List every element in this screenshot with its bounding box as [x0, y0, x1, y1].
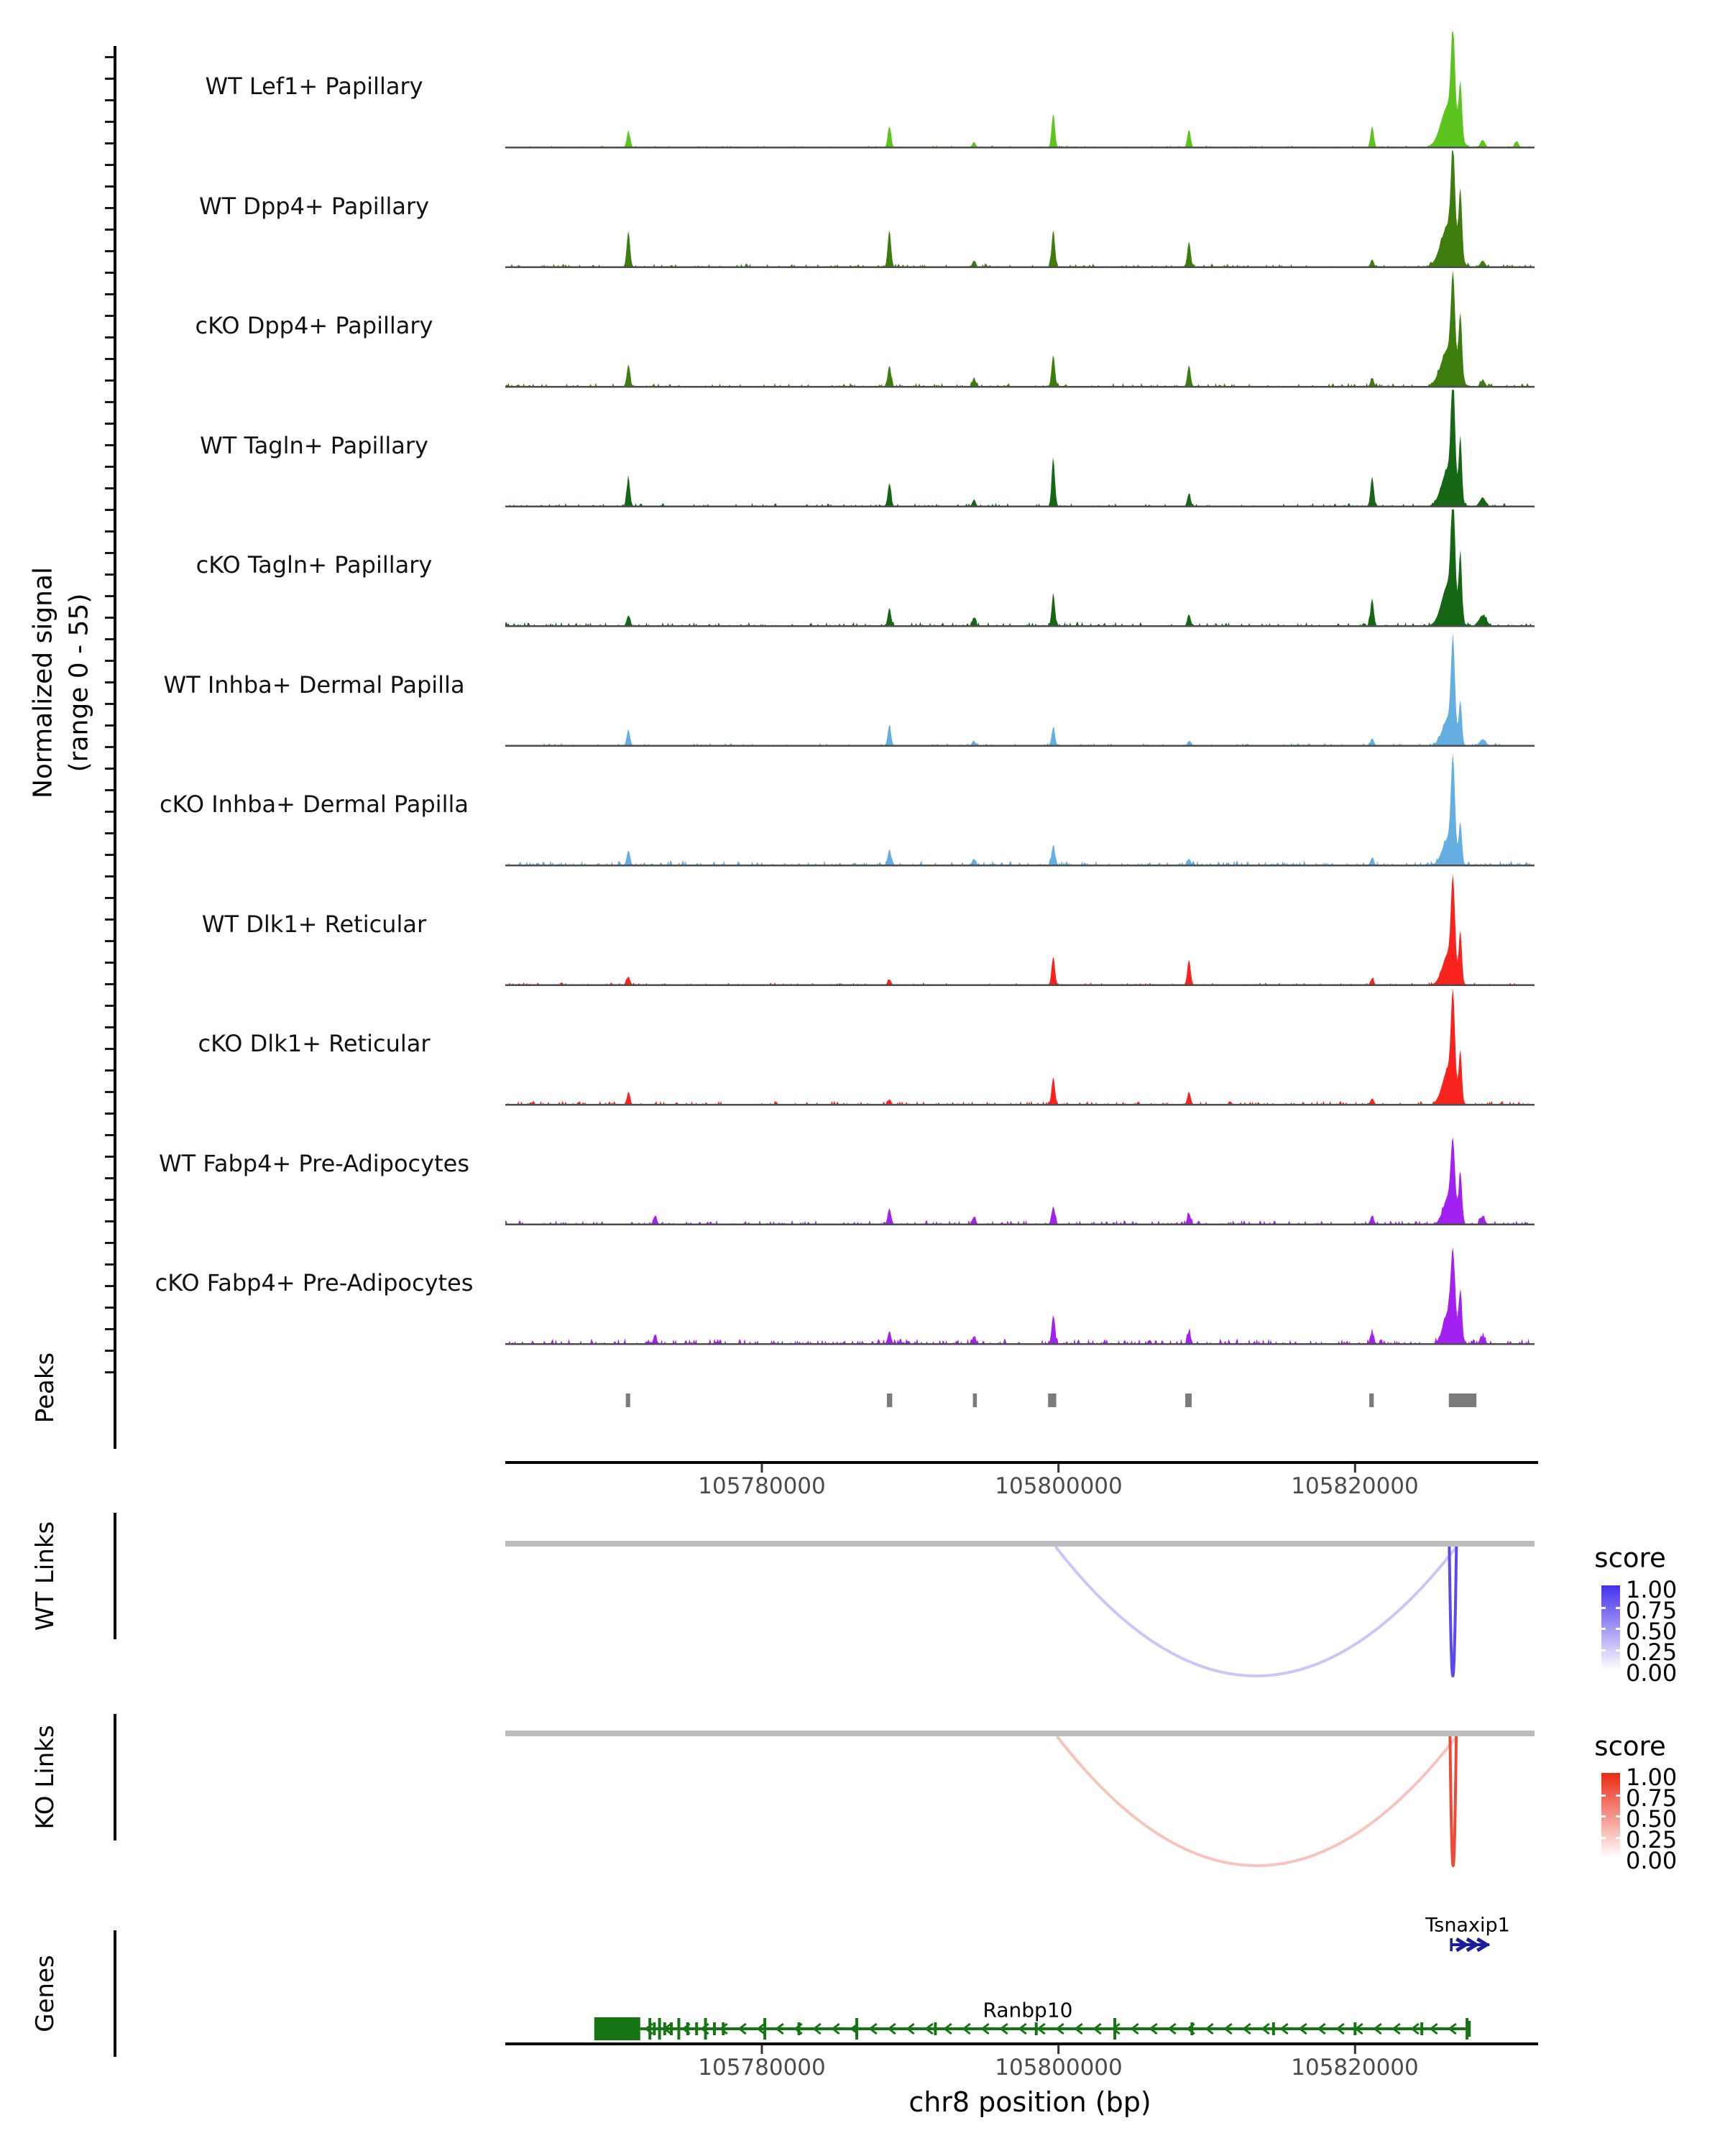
x-axis-title: chr8 position (bp) [908, 2086, 1151, 2118]
bottom-axis-tick-label: 105780000 [698, 2055, 826, 2081]
y-axis-tick [105, 1026, 114, 1028]
ko-links-legend-title: score [1594, 1731, 1666, 1762]
y-axis-tick [105, 1242, 114, 1244]
y-axis-tick [105, 940, 114, 942]
wt-legend-tick [1601, 1628, 1606, 1630]
wt-links-bracket [114, 1513, 116, 1639]
y-axis-tick [105, 897, 114, 899]
y-axis-tick [105, 293, 114, 295]
track-baseline [505, 267, 1535, 269]
y-axis-tick [105, 358, 114, 360]
y-axis-tick [105, 768, 114, 770]
wt-links-link-arc [1449, 1547, 1456, 1676]
y-axis-tick [105, 229, 114, 231]
y-axis-tick [105, 1156, 114, 1158]
y-axis-tick [105, 811, 114, 813]
y-axis-tick [105, 1307, 114, 1309]
top-axis-tick [1354, 1464, 1356, 1473]
y-axis-tick [105, 1112, 114, 1115]
ko-legend-value: 0.75 [1626, 1784, 1678, 1812]
y-axis-tick [105, 401, 114, 403]
coverage-track-6 [505, 633, 1535, 745]
gene-label-ranbp10: Ranbp10 [983, 1998, 1073, 2022]
ko-links-link-arc [1057, 1736, 1457, 1866]
top-axis-tick [760, 1464, 763, 1473]
ranbp10-utr-exon-box [594, 2017, 640, 2040]
track-baseline [505, 865, 1535, 867]
ranbp10-exon [1420, 2022, 1423, 2035]
wt-legend-tick [1616, 1607, 1620, 1609]
y-axis-tick [105, 1091, 114, 1093]
y-axis-tick [105, 832, 114, 834]
tsnaxip1-start-tick [1450, 1938, 1453, 1951]
y-axis-tick [105, 1350, 114, 1352]
y-axis-tick [105, 56, 114, 58]
coverage-track-2 [505, 151, 1535, 267]
peak-interval [626, 1393, 630, 1407]
top-axis-tick-label: 105800000 [995, 1473, 1123, 1499]
genes-bracket [114, 1930, 116, 2057]
wt-links-legend-title: score [1594, 1542, 1666, 1574]
y-axis-tick [105, 1328, 114, 1330]
y-axis-tick [105, 854, 114, 856]
track-label-10: WT Fabp4+ Pre-Adipocytes [159, 1150, 469, 1177]
y-axis-tick [105, 142, 114, 144]
track-label-9: cKO Dlk1+ Reticular [198, 1030, 431, 1057]
y-axis-tick [105, 1134, 114, 1136]
wt-legend-value: 0.25 [1626, 1639, 1678, 1666]
bottom-axis-tick-label: 105820000 [1291, 2055, 1419, 2081]
ko-links-bracket [114, 1714, 116, 1841]
y-axis-tick [105, 78, 114, 80]
y-axis-tick [105, 315, 114, 317]
ranbp10-end-tick [1468, 2021, 1471, 2037]
wt-legend-tick [1601, 1607, 1606, 1609]
signal-y-axis-line [114, 46, 116, 1394]
y-axis-tick [105, 1220, 114, 1222]
coverage-track-1 [505, 31, 1535, 147]
top-axis-tick [1057, 1464, 1059, 1473]
ranbp10-exon [713, 2022, 716, 2035]
top-axis-line [505, 1461, 1538, 1464]
coverage-track-9 [505, 988, 1535, 1105]
y-axis-tick [105, 164, 114, 166]
track-baseline [505, 147, 1535, 149]
track-label-11: cKO Fabp4+ Pre-Adipocytes [155, 1269, 474, 1296]
track-baseline [505, 506, 1535, 508]
track-baseline [505, 386, 1535, 388]
bottom-axis-tick [760, 2045, 763, 2054]
ko-legend-tick [1616, 1837, 1620, 1839]
y-axis-tick [105, 660, 114, 662]
bottom-axis-tick-label: 105800000 [995, 2055, 1123, 2081]
ko-legend-value: 0.00 [1626, 1847, 1678, 1874]
top-axis-tick-label: 105820000 [1291, 1473, 1419, 1499]
ranbp10-exon [704, 2018, 707, 2040]
y-axis-tick [105, 250, 114, 252]
wt-legend-value: 1.00 [1626, 1576, 1678, 1603]
y-axis-tick [105, 703, 114, 705]
coverage-track-10 [505, 1137, 1535, 1224]
track-label-6: WT Inhba+ Dermal Papilla [163, 671, 465, 699]
ranbp10-exon [934, 2022, 937, 2035]
y-axis-tick [105, 185, 114, 188]
y-axis-tick [105, 530, 114, 533]
y-axis-tick [105, 1285, 114, 1287]
ranbp10-exon [648, 2018, 651, 2040]
y-axis-tick [105, 1263, 114, 1266]
ko-legend-value: 0.50 [1626, 1805, 1678, 1833]
ko-links-baseline-bar [505, 1731, 1535, 1736]
wt-legend-value: 0.75 [1626, 1597, 1678, 1624]
track-label-5: cKO Tagln+ Papillary [196, 551, 433, 579]
ko-legend-value: 1.00 [1626, 1764, 1678, 1791]
track-baseline [505, 745, 1535, 747]
bottom-axis-line [505, 2042, 1538, 2045]
bottom-axis-tick [1057, 2045, 1059, 2054]
coverage-track-8 [505, 874, 1535, 985]
ranbp10-exon [658, 2018, 661, 2040]
section-label-wt-links: WT Links [31, 1521, 60, 1631]
gene-label-tsnaxip1: Tsnaxip1 [1425, 1914, 1510, 1937]
track-baseline [505, 1104, 1535, 1106]
y-axis-tick [105, 638, 114, 640]
ranbp10-exon [695, 2022, 698, 2035]
y-axis-tick [105, 1199, 114, 1201]
y-axis-tick [105, 789, 114, 791]
y-axis-tick [105, 918, 114, 921]
wt-legend-value: 0.50 [1626, 1618, 1678, 1645]
y-axis-tick [105, 509, 114, 511]
ko-legend-tick [1601, 1815, 1606, 1818]
peak-interval [1369, 1393, 1374, 1407]
y-axis-tick [105, 207, 114, 209]
ko-legend-value: 0.25 [1626, 1826, 1678, 1853]
peak-interval [973, 1393, 978, 1407]
y-axis-tick [105, 724, 114, 727]
y-axis-tick [105, 1048, 114, 1050]
ko-legend-tick [1601, 1837, 1606, 1839]
coverage-track-5 [505, 510, 1535, 626]
y-axis-tick [105, 617, 114, 619]
y-axis-tick [105, 487, 114, 489]
track-label-2: WT Dpp4+ Papillary [198, 193, 430, 220]
section-label-ko-links: KO Links [31, 1725, 60, 1830]
ko-links-link-arc [1450, 1736, 1456, 1866]
wt-legend-tick [1616, 1628, 1620, 1630]
wt-legend-value: 0.00 [1626, 1659, 1678, 1687]
track-baseline [505, 625, 1535, 627]
ranbp10-exon [677, 2018, 680, 2040]
y-axis-tick [105, 272, 114, 274]
track-label-3: cKO Dpp4+ Papillary [195, 312, 433, 339]
y-axis-tick [105, 466, 114, 468]
y-axis-tick [105, 423, 114, 425]
y-axis-tick [105, 1177, 114, 1179]
coverage-track-3 [505, 270, 1535, 387]
ranbp10-exon [1272, 2022, 1275, 2035]
y-axis-tick [105, 1005, 114, 1007]
wt-links-link-arc [1056, 1547, 1457, 1676]
y-axis-tick [105, 595, 114, 597]
y-axis-tick [105, 99, 114, 101]
track-label-4: WT Tagln+ Papillary [200, 432, 428, 459]
peaks-bracket [114, 1345, 116, 1449]
coverage-track-11 [505, 1248, 1535, 1344]
peak-interval [1048, 1393, 1056, 1407]
peak-interval [1449, 1393, 1476, 1407]
coverage-track-7 [505, 753, 1535, 865]
y-axis-tick [105, 983, 114, 985]
y-axis-tick [105, 121, 114, 123]
y-axis-tick [105, 573, 114, 576]
section-label-peaks: Peaks [31, 1352, 60, 1424]
track-baseline [505, 1343, 1535, 1345]
peak-interval [887, 1393, 892, 1407]
y-axis-tick [105, 444, 114, 446]
peak-interval [1185, 1393, 1192, 1407]
coverage-track-4 [505, 390, 1535, 507]
y-axis-tick [105, 875, 114, 877]
y-axis-tick [105, 681, 114, 683]
track-baseline [505, 985, 1535, 987]
ranbp10-exon [653, 2022, 656, 2035]
ko-legend-tick [1601, 1795, 1606, 1797]
section-label-genes: Genes [31, 1955, 60, 2032]
track-label-8: WT Dlk1+ Reticular [201, 911, 427, 938]
ko-legend-tick [1616, 1795, 1620, 1797]
ko-legend-tick [1616, 1815, 1620, 1818]
y-axis-tick [105, 336, 114, 338]
wt-legend-tick [1616, 1649, 1620, 1651]
y-axis-label-line1: Normalized signal [28, 566, 58, 799]
track-label-1: WT Lef1+ Papillary [205, 73, 423, 100]
bottom-axis-tick [1354, 2045, 1356, 2054]
y-axis-tick [105, 552, 114, 554]
y-axis-tick [105, 746, 114, 748]
y-axis-tick [105, 1069, 114, 1072]
y-axis-tick [105, 379, 114, 382]
y-axis-label-line2: (range 0 - 55) [64, 593, 94, 773]
wt-links-baseline-bar [505, 1541, 1535, 1547]
ranbp10-exon [855, 2018, 858, 2040]
track-label-7: cKO Inhba+ Dermal Papilla [160, 791, 469, 818]
y-axis-tick [105, 1371, 114, 1373]
ranbp10-exon [763, 2018, 766, 2040]
track-baseline [505, 1224, 1535, 1226]
y-axis-tick [105, 962, 114, 964]
wt-legend-tick [1601, 1649, 1606, 1651]
top-axis-tick-label: 105780000 [698, 1473, 826, 1499]
